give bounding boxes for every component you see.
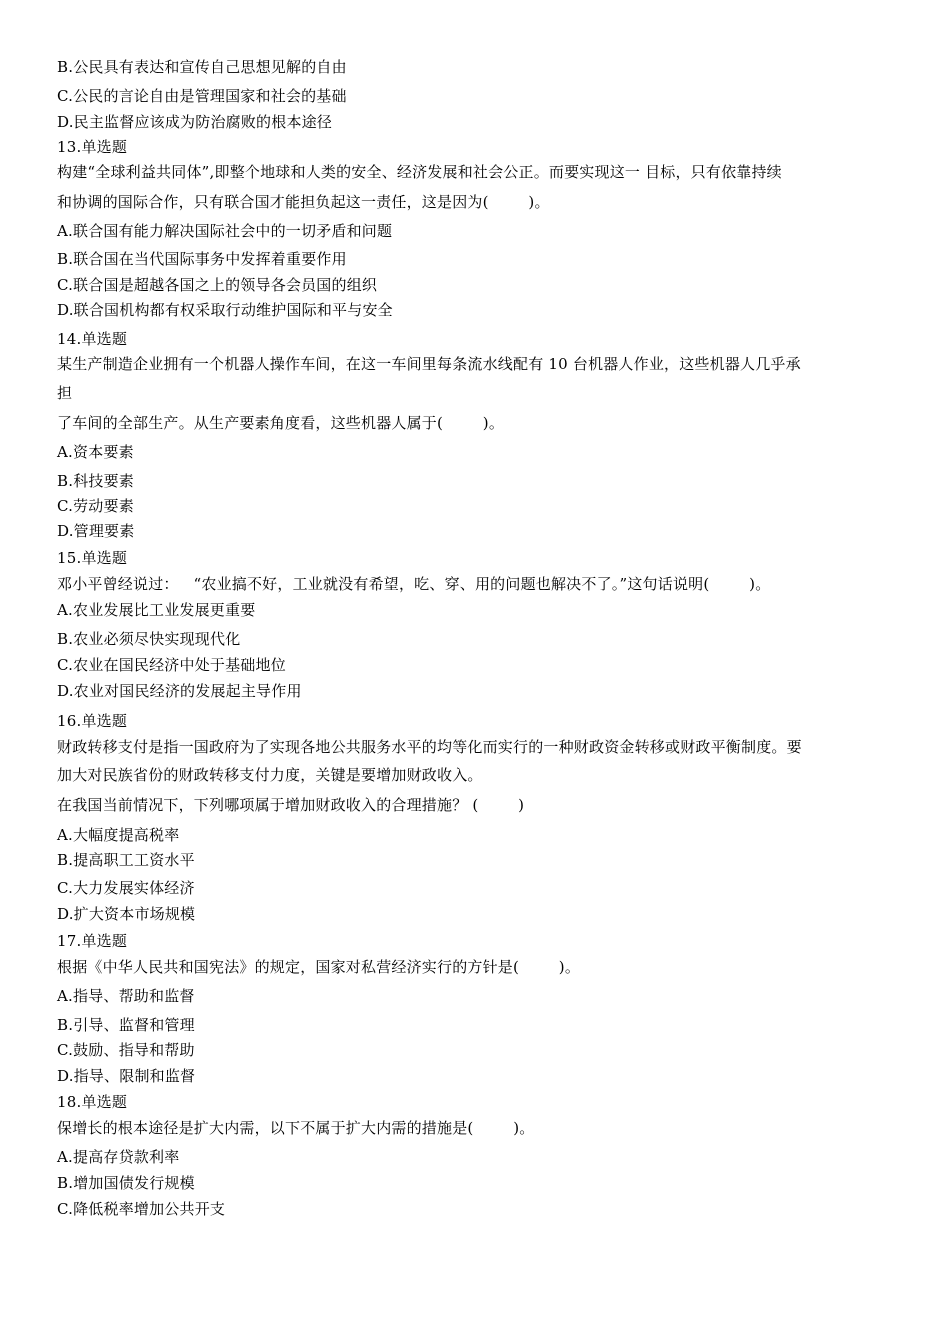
option-18a: A.提高存贷款利率 [57, 1148, 180, 1166]
option-16a: A.大幅度提高税率 [57, 826, 180, 844]
question-14-stem-line-3: 了车间的全部生产。从生产要素角度看，这些机器人属于( )。 [57, 414, 505, 432]
question-13-stem-line-1: 构建“全球利益共同体”,即整个地球和人类的安全、经济发展和社会公正。而要实现这一 目标，只有依靠持续 [57, 163, 782, 181]
question-17-stem: 根据《中华人民共和国宪法》的规定，国家对私营经济实行的方针是( )。 [57, 958, 581, 976]
option-16b: B.提高职工工资水平 [57, 851, 195, 869]
option-13d: D.联合国机构都有权采取行动维护国际和平与安全 [57, 301, 393, 319]
question-14-stem-line-2: 担 [57, 384, 73, 402]
option-17b: B.引导、监督和管理 [57, 1016, 195, 1034]
question-16-stem-line-3: 在我国当前情况下，下列哪项属于增加财政收入的合理措施？ ( ) [57, 796, 525, 814]
option-13a: A.联合国有能力解决国际社会中的一切矛盾和问题 [57, 222, 393, 240]
question-16-stem-line-2: 加大对民族省份的财政转移支付力度，关键是要增加财政收入。 [57, 766, 483, 784]
option-15d: D.农业对国民经济的发展起主导作用 [57, 682, 302, 700]
option-12b: B.公民具有表达和宣传自己思想见解的自由 [57, 58, 347, 76]
option-13c: C.联合国是超越各国之上的领导各会员国的组织 [57, 276, 378, 294]
option-18b: B.增加国债发行规模 [57, 1174, 195, 1192]
question-15-header: 15.单选题 [57, 549, 128, 567]
option-15c: C.农业在国民经济中处于基础地位 [57, 656, 286, 674]
option-14d: D.管理要素 [57, 522, 135, 540]
question-18-header: 18.单选题 [57, 1093, 128, 1111]
option-14a: A.资本要素 [57, 443, 134, 461]
option-16d: D.扩大资本市场规模 [57, 905, 196, 923]
question-16-header: 16.单选题 [57, 712, 128, 730]
option-15b: B.农业必须尽快实现现代化 [57, 630, 241, 648]
option-14b: B.科技要素 [57, 472, 134, 490]
option-17a: A.指导、帮助和监督 [57, 987, 195, 1005]
question-18-stem: 保增长的根本途径是扩大内需，以下不属于扩大内需的措施是( )。 [57, 1119, 535, 1137]
option-12d: D.民主监督应该成为防治腐败的根本途径 [57, 113, 333, 131]
question-16-stem-line-1: 财政转移支付是指一国政府为了实现各地公共服务水平的均等化而实行的一种财政资金转移或财政平衡制度。要 [57, 738, 802, 756]
question-15-stem: 邓小平曾经说过： “农业搞不好，工业就没有希望，吃、穿、用的问题也解决不了。”这句话说明( )。 [57, 575, 771, 593]
option-12c: C.公民的言论自由是管理国家和社会的基础 [57, 87, 347, 105]
question-17-header: 17.单选题 [57, 932, 128, 950]
option-17d: D.指导、限制和监督 [57, 1067, 196, 1085]
option-13b: B.联合国在当代国际事务中发挥着重要作用 [57, 250, 347, 268]
option-14c: C.劳动要素 [57, 497, 134, 515]
question-13-header: 13.单选题 [57, 138, 128, 156]
option-18c: C.降低税率增加公共开支 [57, 1200, 226, 1218]
option-17c: C.鼓励、指导和帮助 [57, 1041, 195, 1059]
question-14-stem-line-1: 某生产制造企业拥有一个机器人操作车间，在这一车间里每条流水线配有 10 台机器人作业，这些机器人几乎承 [57, 355, 801, 373]
option-16c: C.大力发展实体经济 [57, 879, 195, 897]
question-13-stem-line-2: 和协调的国际合作，只有联合国才能担负起这一责任，这是因为( )。 [57, 193, 550, 211]
option-15a: A.农业发展比工业发展更重要 [57, 601, 256, 619]
question-14-header: 14.单选题 [57, 330, 128, 348]
